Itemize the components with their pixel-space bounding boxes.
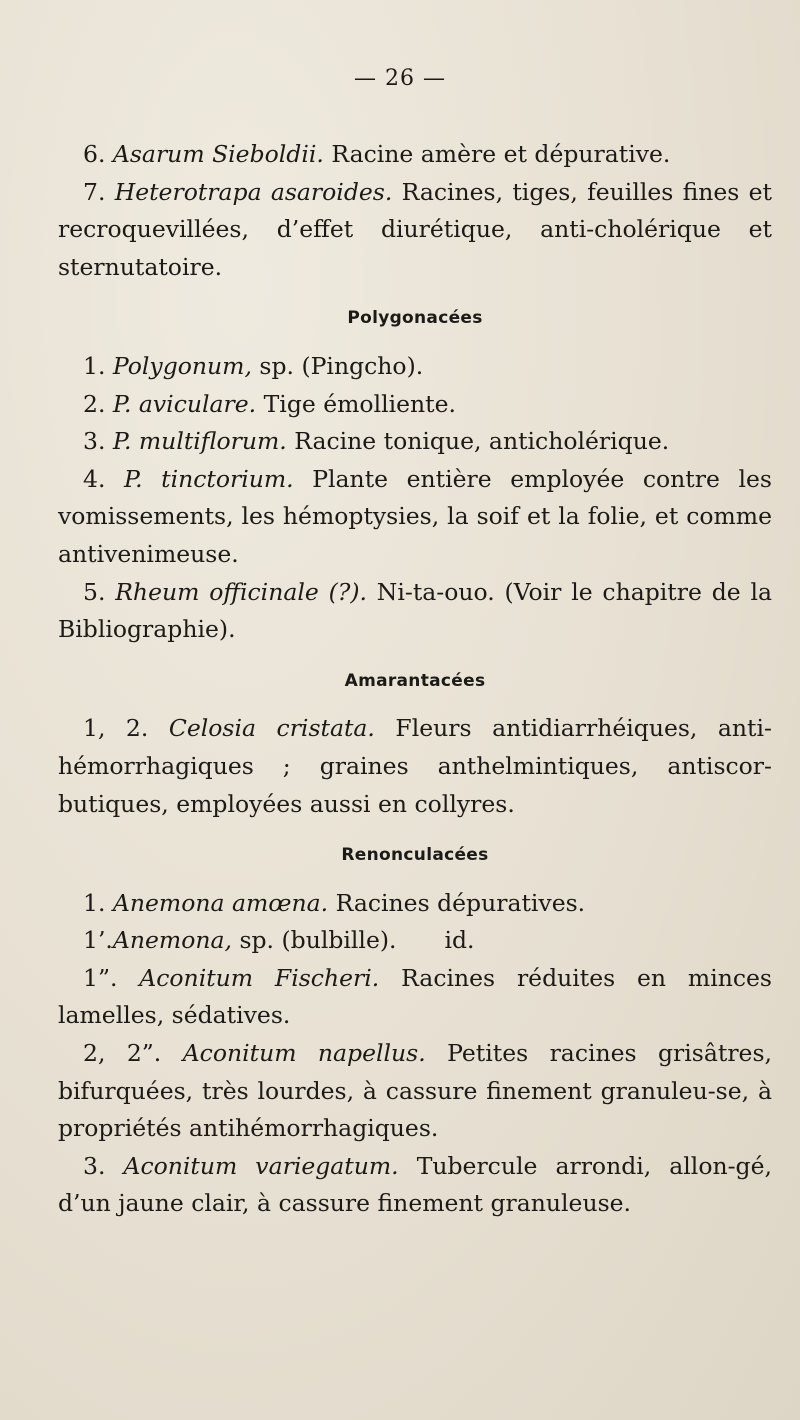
species-name: Heterotrapa asaroides.: [114, 177, 393, 206]
idem-mark: id.: [444, 926, 475, 955]
entry-heterotrapa: 7. Heterotrapa asaroides. Racines, tiges, feuilles fines et recroquevillées, d’effet diurétique, anti-cholérique et sternutatoire.: [58, 177, 772, 281]
species-name: Aconitum napellus.: [182, 1039, 426, 1068]
entry-aconitum-fischeri: 1”. Aconitum Fischeri. Racines réduites en minces lamelles, sédatives.: [58, 963, 772, 1030]
page-text: [58, 136, 772, 1223]
species-name: P. multiflorum.: [112, 427, 287, 456]
entry-asarum: 6. Asarum Sieboldii. Racine amère et dépurative.: [83, 140, 671, 168]
species-name: Celosia cristata.: [168, 714, 375, 743]
entry-rheum: 5. Rheum officinale (?). Ni-ta-ouo. (Voir le chapitre de la Bibliographie).: [58, 577, 772, 644]
species-name: Polygonum,: [112, 351, 252, 380]
entry-aviculare: 2. P. aviculare. Tige émolliente.: [83, 389, 456, 418]
entry-multiflorum: 3. P. multiflorum. Racine tonique, anticholérique.: [83, 427, 670, 456]
species-name: Aconitum Fischeri.: [139, 963, 380, 992]
species-name: Anemona amœna.: [112, 888, 329, 917]
species-name: Asarum Sieboldii.: [112, 140, 324, 168]
entry-tinctorium: 4. P. tinctorium. Plante entière employée contre les vomissements, les hémoptysies, la soif et la folie, et comme antivenimeuse.: [58, 464, 772, 568]
entry-polygonum: 1. Polygonum, sp. (Pingcho).: [83, 351, 424, 380]
section-heading-renonculacees: Renonculacées: [341, 845, 489, 866]
section-heading-amarantacees: Amarantacées: [344, 670, 486, 691]
species-name: P. tinctorium.: [124, 464, 294, 493]
page-number: — 26 —: [354, 66, 446, 91]
entry-anemona-sp: 1’.Anemona, sp. (bulbille). id.: [83, 926, 475, 955]
species-name: Rheum officinale (?).: [115, 577, 367, 606]
section-heading-polygonacees: Polygonacées: [347, 308, 483, 329]
species-name: P. aviculare.: [112, 389, 257, 418]
entry-aconitum-napellus: 2, 2”. Aconitum napellus. Petites racines grisâtres, bifurquées, très lourdes, à cassure finement granuleu-se, à propriétés antihémorrhagiques.: [58, 1039, 772, 1143]
species-name: Anemona,: [112, 926, 232, 955]
species-name: Aconitum variegatum.: [123, 1151, 399, 1180]
entry-anemona-amoena: 1. Anemona amœna. Racines dépuratives.: [83, 888, 586, 917]
entry-celosia: 1, 2. Celosia cristata. Fleurs antidiarrhéiques, anti-hémorrhagiques ; graines anthelmintiques, antiscor-butiques, employées aussi en collyres.: [58, 714, 772, 818]
entry-aconitum-variegatum: 3. Aconitum variegatum. Tubercule arrondi, allon-gé, d’un jaune clair, à cassure finement granuleuse.: [58, 1151, 772, 1218]
